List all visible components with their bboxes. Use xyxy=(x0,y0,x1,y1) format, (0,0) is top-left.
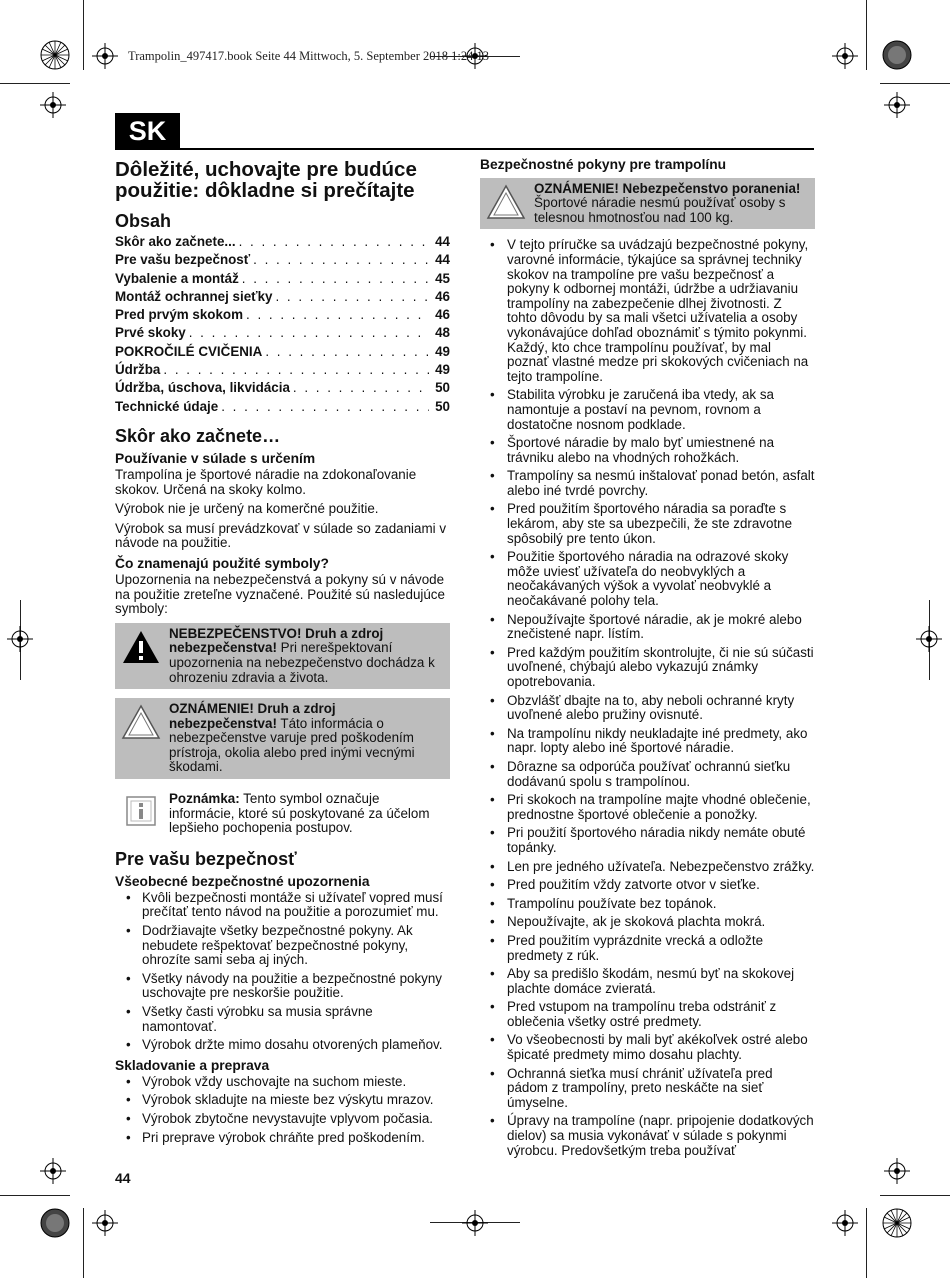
paragraph: Trampolína je športové náradie na zdokonaľovanie skokov. Určená na skoky kolmo. xyxy=(115,466,417,497)
list-item: • Trampolínu používate bez topánok. xyxy=(480,897,815,912)
toc-row xyxy=(115,326,450,344)
list-item: • Ochranná sieťka musí chrániť užívateľa pred pádom z trampolíny, preto neskáčte na sieť úmyselne. xyxy=(480,1067,815,1111)
toc-page: 45 xyxy=(435,270,450,286)
notice-text: Tento symbol označuje informácie, ktoré sú poskytované za účelom lepšieho pochopenia postupov. xyxy=(169,791,430,836)
list-item: • Pred každým použitím skontrolujte, či nie sú súčasti uvoľnené, chýbajú alebo vykazujú známky opotrebovania. xyxy=(480,646,815,690)
toc-leader-dots xyxy=(189,326,429,341)
toc-label: Údržba xyxy=(115,362,161,378)
toc-label: Pre vašu bezpečnosť xyxy=(115,252,251,268)
paragraph: Výrobok sa musí prevádzkovať v súlade so zadaniami v návode na použitie. xyxy=(115,520,447,551)
list-item: • Výrobok skladujte na mieste bez výskytu mrazov. xyxy=(115,1093,450,1108)
crosshair-mark-icon xyxy=(916,626,942,652)
caution-notice xyxy=(115,698,450,779)
warning-triangle-icon xyxy=(119,627,163,685)
crosshair-mark-icon xyxy=(40,1158,66,1184)
toc-row xyxy=(115,363,450,381)
toc-label: POKROČILÉ CVIČENIA xyxy=(115,343,263,359)
toc-label: Technické údaje xyxy=(115,398,219,414)
toc-page: 48 xyxy=(435,325,450,341)
storage-list xyxy=(115,1075,450,1145)
notice-text: Pri nerešpektovaní upozornenia na nebezpečenstvo dochádza k ohrozeniu zdravia a života. xyxy=(169,640,435,685)
crosshair-mark-icon xyxy=(832,1210,858,1236)
crosshair-mark-icon xyxy=(7,626,33,652)
header-rule xyxy=(180,148,814,150)
crosshair-mark-icon xyxy=(832,43,858,69)
section-heading-before: Skôr ako začnete… xyxy=(115,425,281,446)
list-item: • Pred použitím vždy zatvorte otvor v sieťke. xyxy=(480,878,815,893)
toc-page: 50 xyxy=(435,398,450,414)
notice-label: OZNÁMENIE! Druh a zdroj nebezpečenstva! xyxy=(169,701,336,731)
registration-mark-icon xyxy=(40,40,70,70)
paragraph: Upozornenia na nebezpečenstvá a pokyny sú v návode na použitie zreteľne vyznačené. Použité sú nasledujúce symboly: xyxy=(115,571,445,617)
toc-page: 49 xyxy=(435,362,450,378)
list-item: • Stabilita výrobku je zaručená iba vtedy, ak sa namontuje a postaví na pevnom, rovnom a dostatočne nosnom podklade. xyxy=(480,388,815,432)
print-header: Trampolin_497417.book Seite 44 Mittwoch, 5. September 2018 1:24 13 xyxy=(128,49,489,63)
crosshair-mark-icon xyxy=(92,1210,118,1236)
list-item: • Len pre jedného užívateľa. Nebezpečenstvo zrážky. xyxy=(480,860,815,875)
subheading-intended-use: Používanie v súlade s určením xyxy=(115,450,316,466)
general-safety-list xyxy=(115,891,450,1053)
toc-row xyxy=(115,272,450,290)
list-item: • Nepoužívajte, ak je skoková plachta mokrá. xyxy=(480,915,815,930)
list-item: • Výrobok zbytočne nevystavujte vplyvom počasia. xyxy=(115,1112,450,1127)
toc-leader-dots xyxy=(293,381,429,396)
crosshair-mark-icon xyxy=(884,92,910,118)
subheading-general: Všeobecné bezpečnostné upozornenia xyxy=(115,873,370,889)
notice-label: NEBEZPEČENSTVO! Druh a zdroj nebezpečenstva! xyxy=(169,625,384,656)
list-item: • Pred použitím športového náradia sa poraďte s lekárom, aby ste sa ubezpečili, že ste zdravotne spôsobilý pre tento úkon. xyxy=(480,502,815,546)
registration-mark-icon xyxy=(882,40,912,70)
table-of-contents xyxy=(115,235,450,418)
page-title: Dôležité, uchovajte pre budúce použitie: dôkladne si prečítajte xyxy=(115,158,417,202)
registration-mark-icon xyxy=(40,1208,70,1238)
caution-triangle-icon xyxy=(119,702,163,775)
toc-leader-dots xyxy=(275,290,429,305)
toc-leader-dots xyxy=(265,345,429,360)
crosshair-mark-icon xyxy=(92,43,118,69)
toc-label: Pred prvým skokom xyxy=(115,307,244,323)
injury-notice xyxy=(480,178,815,230)
notice-label: Poznámka: xyxy=(169,791,240,807)
toc-label: Údržba, úschova, likvidácia xyxy=(115,380,290,396)
toc-leader-dots xyxy=(239,235,429,250)
right-column xyxy=(480,157,815,1162)
list-item: • Nepoužívajte športové náradie, ak je mokré alebo znečistené napr. lístím. xyxy=(480,613,815,642)
toc-page: 46 xyxy=(435,288,450,304)
left-column xyxy=(115,157,450,1149)
toc-page: 46 xyxy=(435,307,450,323)
danger-notice xyxy=(115,623,450,689)
notice-label: OZNÁMENIE! Nebezpečenstvo poranenia! xyxy=(534,180,801,196)
toc-page: 44 xyxy=(435,252,450,268)
list-item: • Výrobok vždy uschovajte na suchom mieste. xyxy=(115,1075,450,1090)
toc-label: Montáž ochrannej sieťky xyxy=(115,288,273,304)
list-item: • Všetky časti výrobku sa musia správne namontovať. xyxy=(115,1005,450,1034)
list-item: • Pri použití športového náradia nikdy nemáte obuté topánky. xyxy=(480,826,815,855)
list-item: • Športové náradie by malo byť umiestnené na trávniku alebo na vhodných rohožkách. xyxy=(480,436,815,465)
toc-leader-dots xyxy=(246,308,429,323)
crosshair-mark-icon xyxy=(884,1158,910,1184)
info-icon xyxy=(119,792,163,836)
toc-leader-dots xyxy=(253,253,429,268)
list-item: • Použitie športového náradia na odrazové skoky môže uviesť užívateľa do neobvyklých a neočakávaných výšok a vyvolať neobvyklé a neočakávané polohy tela. xyxy=(480,550,815,608)
page-number: 44 xyxy=(115,1170,131,1186)
list-item: • Pri preprave výrobok chráňte pred poškodením. xyxy=(115,1131,450,1146)
section-heading-safety: Pre vašu bezpečnosť xyxy=(115,848,297,869)
toc-page: 44 xyxy=(435,234,450,249)
list-item: • Pred vstupom na trampolínu treba odstrániť z oblečenia všetky ostré predmety. xyxy=(480,1000,815,1029)
list-item: • Pred použitím vyprázdnite vrecká a odložte predmety z rúk. xyxy=(480,934,815,963)
list-item: • Všetky návody na použitie a bezpečnostné pokyny uschovajte pre neskoršie použitie. xyxy=(115,972,450,1001)
toc-page: 50 xyxy=(435,380,450,396)
list-item: • Výrobok držte mimo dosahu otvorených plameňov. xyxy=(115,1038,450,1053)
subheading-symbols: Čo znamenajú použité symboly? xyxy=(115,555,329,571)
list-item: • V tejto príručke sa uvádzajú bezpečnostné pokyny, varovné informácie, týkajúce sa správnej techniky skokov na trampolíne pre vašu bezpečnosť a pokyny k odbornej montáži, údržbe a udržiavaniu trampolíny na zabezpečenie dlhej životnosti. Z tohto dôvodu by sa mali všetci užívatelia a osoby vykonávajúce dohľad oboznámiť s týmito pokynmi. Každý, kto chce trampolínu používať, by mal poznať vlastné medze pri skokových cvičeniach na tejto trampolíne. xyxy=(480,238,815,384)
list-item: • Dôrazne sa odporúča používať ochrannú sieťku dodávanú spolu s trampolínou. xyxy=(480,760,815,789)
list-item: • Dodržiavajte všetky bezpečnostné pokyny. Ak nebudete rešpektovať bezpečnostné pokyny, ohrozíte sami seba aj iných. xyxy=(115,924,450,968)
toc-label: Prvé skoky xyxy=(115,325,186,341)
registration-mark-icon xyxy=(882,1208,912,1238)
list-item: • Pri skokoch na trampolíne majte vhodné oblečenie, prednostne športové oblečenie a ponožky. xyxy=(480,793,815,822)
list-item: • Na trampolínu nikdy neukladajte iné predmety, ako napr. lopty alebo iné športové náradie. xyxy=(480,727,815,756)
crosshair-mark-icon xyxy=(40,92,66,118)
toc-page: 49 xyxy=(435,343,450,359)
toc-row xyxy=(115,290,450,308)
toc-label: Skôr ako začnete... xyxy=(115,234,236,249)
toc-label: Vybalenie a montáž xyxy=(115,270,239,286)
list-item: • Aby sa predišlo škodám, nesmú byť na skokovej plachte domáce zvieratá. xyxy=(480,967,815,996)
toc-heading: Obsah xyxy=(115,211,172,231)
toc-row xyxy=(115,381,450,399)
language-tab: SK xyxy=(115,113,180,150)
list-item: • Obzvlášť dbajte na to, aby neboli ochranné kryty uvoľnené alebo pružiny ovisnuté. xyxy=(480,694,815,723)
crosshair-mark-icon xyxy=(462,1210,488,1236)
toc-row xyxy=(115,253,450,271)
caution-triangle-icon xyxy=(484,182,528,226)
list-item: • Úpravy na trampolíne (napr. pripojenie dodatkových dielov) sa musia vykonávať v súlade s pokynmi výrobcu. Predovšetkým treba používať xyxy=(480,1114,815,1158)
list-item: • Kvôli bezpečnosti montáže si užívateľ vopred musí prečítať tento návod na použitie a porozumieť mu. xyxy=(115,891,450,920)
trampoline-safety-list xyxy=(480,238,815,1158)
info-notice xyxy=(115,788,450,840)
toc-leader-dots xyxy=(242,272,429,287)
toc-row xyxy=(115,400,450,418)
list-item: • Vo všeobecnosti by mali byť akékoľvek ostré alebo špicaté predmety mimo dosahu plachty. xyxy=(480,1033,815,1062)
toc-leader-dots xyxy=(221,400,429,415)
subheading-storage: Skladovanie a preprava xyxy=(115,1057,270,1073)
paragraph: Výrobok nie je určený na komerčné použitie. xyxy=(115,501,379,517)
notice-text: Táto informácia o nebezpečenstve varuje pred poškodením prístroja, okolia alebo pred inými vecnými škodami. xyxy=(169,715,415,775)
section-heading-trampoline-safety: Bezpečnostné pokyny pre trampolínu xyxy=(480,157,727,172)
list-item: • Trampolíny sa nesmú inštalovať ponad betón, asfalt alebo iné tvrdé povrchy. xyxy=(480,469,815,498)
toc-leader-dots xyxy=(163,363,429,378)
toc-row xyxy=(115,235,450,253)
toc-row xyxy=(115,345,450,363)
toc-row xyxy=(115,308,450,326)
notice-text: Športové náradie nesmú používať osoby s telesnou hmotnosťou nad 100 kg. xyxy=(534,195,786,225)
